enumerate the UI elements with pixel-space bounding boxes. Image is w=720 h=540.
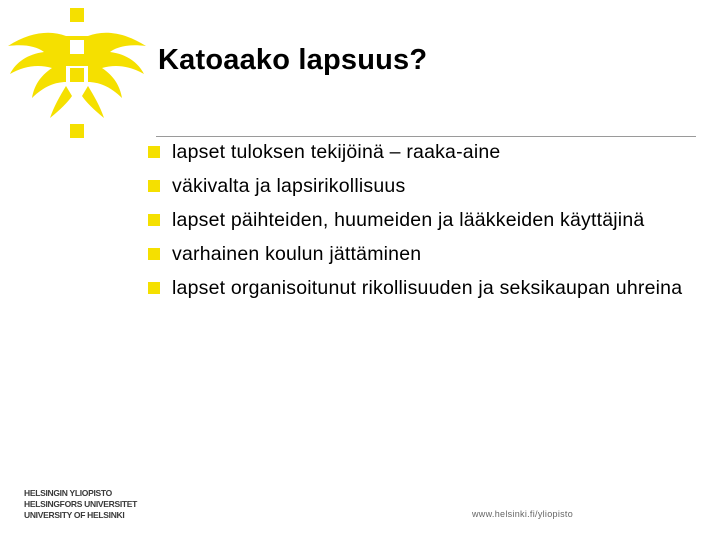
bullet-text: lapset organisoitunut rikollisuuden ja seksikaupan uhreina xyxy=(172,277,683,299)
bullet-text: lapset tuloksen tekijöinä – raaka-aine xyxy=(172,141,501,163)
diamond-bullet-icon xyxy=(148,248,160,260)
university-name-en: UNIVERSITY OF HELSINKI xyxy=(24,510,125,520)
bullet-text: lapset päihteiden, huumeiden ja lääkkeiden käyttäjinä xyxy=(172,209,645,231)
footer-url: www.helsinki.fi/yliopisto xyxy=(472,509,574,519)
diamond-bullet-icon xyxy=(148,146,160,158)
bullet-item xyxy=(144,276,704,300)
slide-title: Katoaako lapsuus? xyxy=(158,44,428,76)
bullet-item xyxy=(144,242,704,266)
diamond-bullet-icon xyxy=(148,180,160,192)
bullet-item xyxy=(144,208,704,232)
bullet-item xyxy=(144,140,704,164)
bullet-text: väkivalta ja lapsirikollisuus xyxy=(172,175,406,197)
bullet-item xyxy=(144,174,704,198)
bullet-text: varhainen koulun jättäminen xyxy=(172,243,422,265)
title-divider xyxy=(156,136,696,137)
diamond-bullet-icon xyxy=(148,282,160,294)
bullet-list xyxy=(144,140,704,300)
university-name-fi: HELSINGIN YLIOPISTO xyxy=(24,488,112,498)
university-flame-logo-icon xyxy=(0,0,160,150)
diamond-bullet-icon xyxy=(148,214,160,226)
university-name-sv: HELSINGFORS UNIVERSITET xyxy=(24,499,138,509)
university-name-block xyxy=(24,488,137,521)
